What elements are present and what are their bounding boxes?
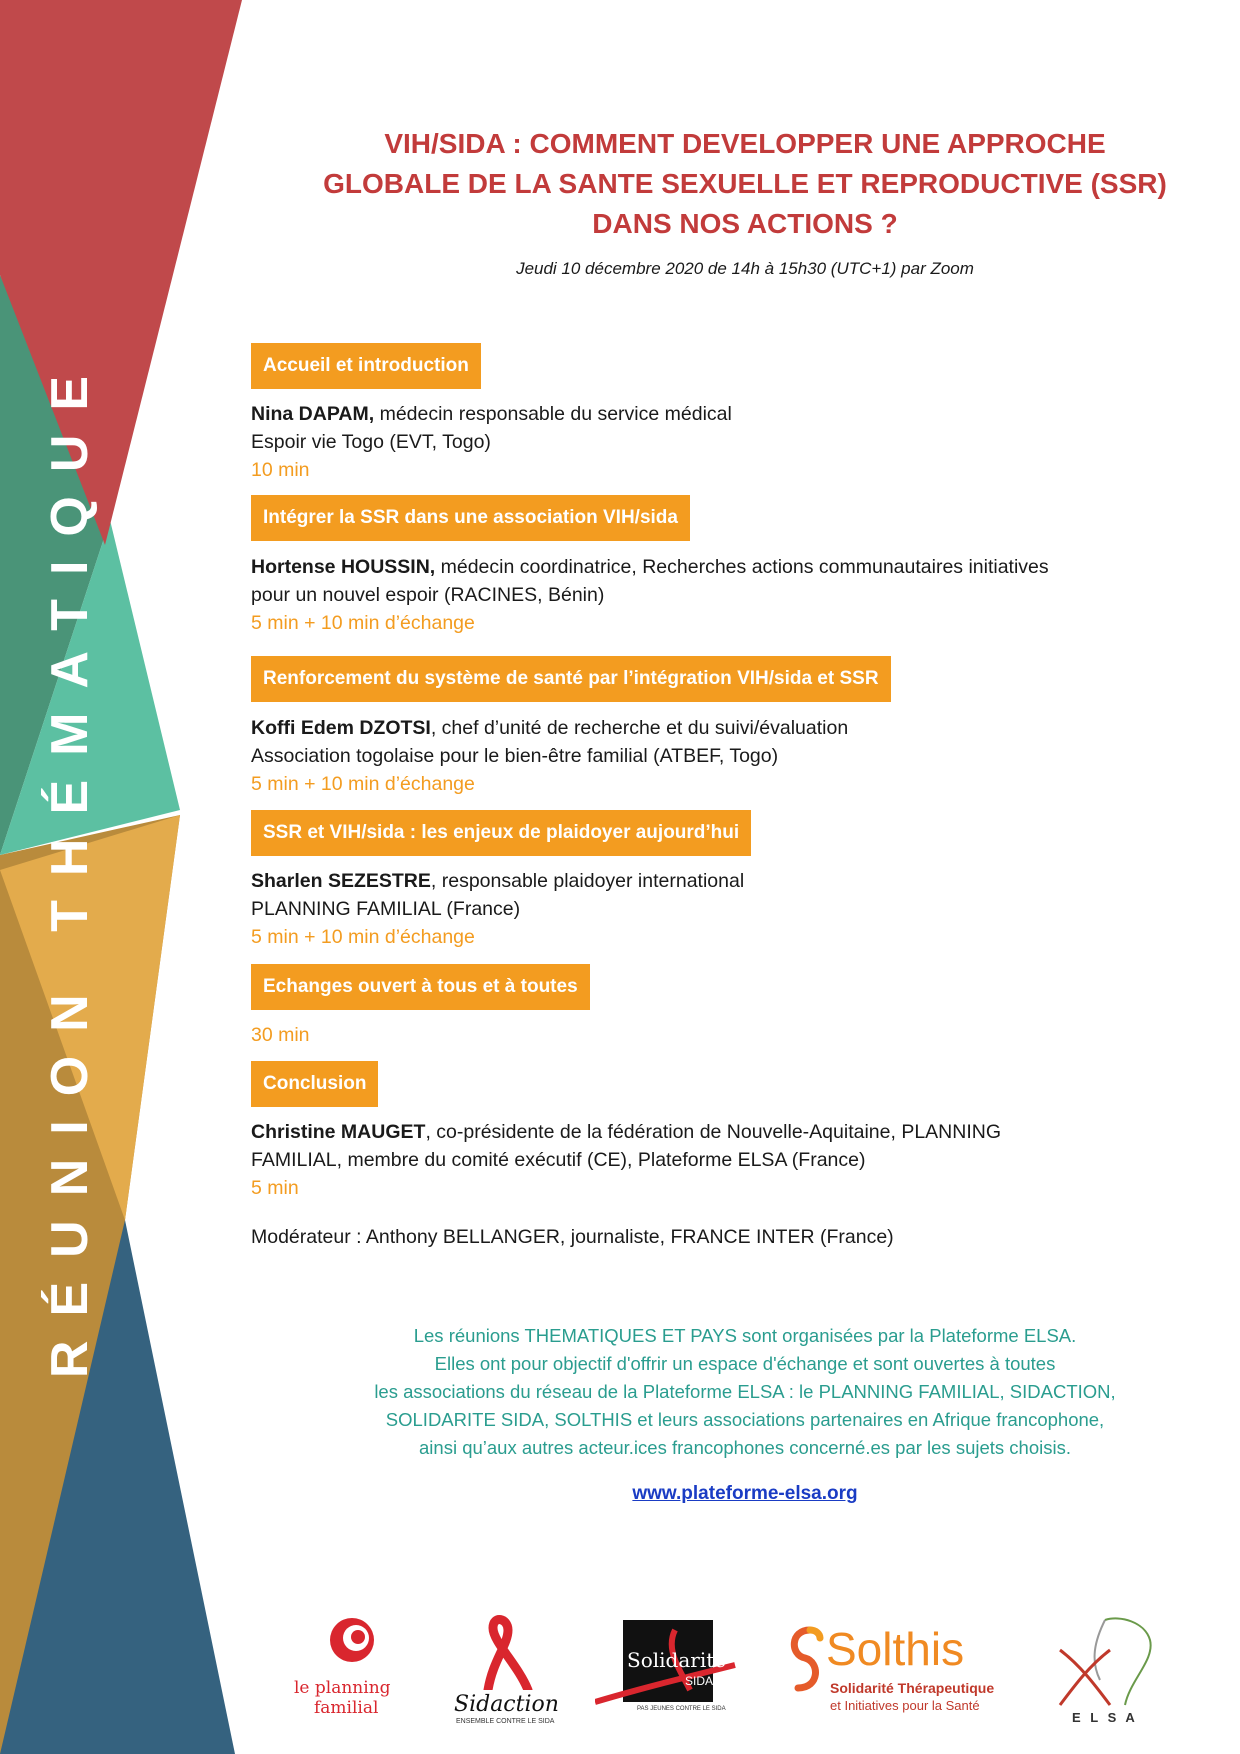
sidaction-tagline: ENSEMBLE CONTRE LE SIDA xyxy=(456,1718,555,1725)
speaker-role: , chef d’unité de recherche et du suivi/évaluation xyxy=(430,717,849,739)
solthis-logo xyxy=(780,1610,1000,1730)
speaker-role: médecin coordinatrice, Recherches actions communautaires initiatives xyxy=(435,556,1049,578)
website xyxy=(250,1483,1240,1505)
sidaction-logo xyxy=(448,1610,558,1730)
speaker-role: médecin responsable du service médical xyxy=(374,403,732,425)
side-title: RÉUNION THÉMATIQUE xyxy=(41,351,99,1379)
speaker-line xyxy=(251,714,848,742)
solidarite-sub: SIDA xyxy=(685,1674,714,1688)
solidarite-tagline: PAS JEUNES CONTRE LE SIDA xyxy=(637,1706,726,1712)
duration: 5 min + 10 min d’échange xyxy=(251,612,475,634)
footer-note xyxy=(250,1322,1240,1462)
speaker-name: Nina DAPAM, xyxy=(251,403,375,425)
footer-line: ainsi qu’aux autres acteur.ices francophones concerné.es par les sujets choisis. xyxy=(419,1437,1071,1458)
speaker-line xyxy=(251,400,732,428)
duration: 10 min xyxy=(251,459,310,481)
speaker-line xyxy=(251,867,744,895)
footer-line: SOLIDARITE SIDA, SOLTHIS et leurs associations partenaires en Afrique francophone, xyxy=(385,1409,1105,1430)
sidaction-name: Sidaction xyxy=(454,1692,559,1717)
speaker-name: Koffi Edem DZOTSI xyxy=(251,717,431,739)
footer-line: Elles ont pour objectif d'offrir un espace d'échange et sont ouvertes à toutes xyxy=(434,1353,1056,1374)
agenda-label: Intégrer la SSR dans une association VIH/sida xyxy=(251,495,690,541)
solidarite-sida-logo xyxy=(595,1610,745,1730)
solthis-line1: Solidarité Thérapeutique xyxy=(830,1680,995,1696)
organization-line: pour un nouvel espoir (RACINES, Bénin) xyxy=(251,584,605,606)
speaker-role: , responsable plaidoyer international xyxy=(430,870,745,892)
footer-line: les associations du réseau de la Plateforme ELSA : le PLANNING FAMILIAL, SIDACTION, xyxy=(374,1381,1116,1402)
event-date: Jeudi 10 décembre 2020 de 14h à 15h30 (UTC+1) par Zoom xyxy=(516,259,974,278)
speaker-name: Hortense HOUSSIN, xyxy=(251,556,436,578)
moderator-line: Modérateur : Anthony BELLANGER, journaliste, FRANCE INTER (France) xyxy=(251,1226,894,1248)
title-line: VIH/SIDA : COMMENT DEVELOPPER UNE APPROCHE xyxy=(384,128,1106,159)
elsa-name: E L S A xyxy=(1072,1710,1138,1725)
solidarite-name: Solidarité xyxy=(627,1648,727,1672)
agenda-label: Echanges ouvert à tous et à toutes xyxy=(251,964,590,1010)
speaker-name: Christine MAUGET xyxy=(251,1121,426,1143)
agenda-label: SSR et VIH/sida : les enjeux de plaidoyer aujourd’hui xyxy=(251,810,751,856)
agenda-label: Accueil et introduction xyxy=(251,343,481,389)
title-line: GLOBALE DE LA SANTE SEXUELLE ET REPRODUCTIVE (SSR) xyxy=(323,168,1167,199)
duration: 5 min + 10 min d’échange xyxy=(251,773,475,795)
speaker-name: Sharlen SEZESTRE xyxy=(251,870,431,892)
solthis-name: Solthis xyxy=(826,1623,965,1675)
organization-line: Espoir vie Togo (EVT, Togo) xyxy=(251,431,491,453)
elsa-logo xyxy=(1050,1610,1170,1730)
organization-line: FAMILIAL, membre du comité exécutif (CE), Plateforme ELSA (France) xyxy=(251,1149,866,1171)
duration: 5 min + 10 min d’échange xyxy=(251,926,475,948)
organization-line: Association togolaise pour le bien-être familial (ATBEF, Togo) xyxy=(251,745,779,767)
agenda-label: Conclusion xyxy=(251,1061,378,1107)
page-title xyxy=(250,124,1240,244)
website-link[interactable]: www.plateforme-elsa.org xyxy=(632,1483,858,1504)
solthis-line2: et Initiatives pour la Santé xyxy=(830,1698,980,1713)
speaker-role: , co-présidente de la fédération de Nouvelle-Aquitaine, PLANNING xyxy=(425,1121,1002,1143)
title-line: DANS NOS ACTIONS ? xyxy=(592,208,898,239)
planning-familial-logo xyxy=(290,1610,410,1730)
duration: 5 min xyxy=(251,1177,299,1199)
duration: 30 min xyxy=(251,1024,310,1046)
speaker-line xyxy=(251,1118,1001,1146)
speaker-line xyxy=(251,553,1049,581)
organization-line: PLANNING FAMILIAL (France) xyxy=(251,898,521,920)
planning-line1: le planning xyxy=(294,1678,391,1698)
agenda-label: Renforcement du système de santé par l’intégration VIH/sida et SSR xyxy=(251,656,891,702)
footer-line: Les réunions THEMATIQUES ET PAYS sont organisées par la Plateforme ELSA. xyxy=(413,1325,1077,1346)
planning-line2: familial xyxy=(314,1698,379,1718)
